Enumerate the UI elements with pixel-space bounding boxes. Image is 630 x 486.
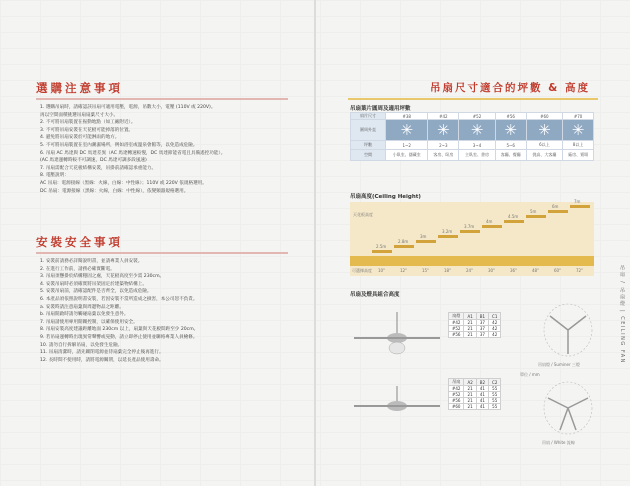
size-col: #42 bbox=[428, 113, 459, 120]
mini-cell: 55 bbox=[489, 386, 501, 392]
ping-value: 8以上 bbox=[563, 141, 594, 150]
list-item: 11. 吊扇清潔時，請先關閉電源並待扇葉完全停止後再進行。 bbox=[40, 350, 164, 356]
mini-cell: 42 bbox=[489, 320, 501, 326]
mini-cell: #42 bbox=[449, 386, 464, 392]
list-item: 12. 長時間不使用時，請將電源關閉，以延長產品使用壽命。 bbox=[40, 357, 164, 363]
mini-cell: 55 bbox=[489, 398, 501, 404]
list-item: 5. 安裝吊扇前，請確認配件是否齊全，以免造成危險。 bbox=[40, 289, 152, 295]
list-item: a. 安裝時請注意扇葉與周邊物品之距離。 bbox=[40, 304, 124, 310]
row-ping-label: 坪數 bbox=[351, 141, 386, 150]
ceiling-step bbox=[570, 205, 590, 208]
mini-cell: 21 bbox=[464, 398, 476, 404]
ceiling-step bbox=[372, 250, 392, 253]
mini-cell: 41 bbox=[476, 386, 488, 392]
ping-value: 3~4 bbox=[459, 141, 496, 150]
size-col: #52 bbox=[459, 113, 496, 120]
mini-cell: #56 bbox=[449, 332, 464, 338]
fan-light-table bbox=[448, 312, 501, 338]
height-label: 15" bbox=[422, 268, 429, 273]
height-label: 18" bbox=[444, 268, 451, 273]
height-floor-band bbox=[350, 256, 594, 266]
size-col: #38 bbox=[386, 113, 428, 120]
size-rule bbox=[348, 98, 598, 100]
list-item: 6. 吊扇 AC 馬達與 DC 馬達差異（AC 馬達轉速較慢，DC 馬達節能省電且具備遙控功能）。 bbox=[40, 150, 226, 156]
fan-icon: ✳ bbox=[571, 121, 585, 139]
fan-light-sketch bbox=[352, 310, 442, 366]
list-item: 5. 不可將吊扇裝置在室內潮濕場所，例如浴室或溫泉會館等，以免造成危險。 bbox=[40, 142, 198, 148]
ping-value: 1~2 bbox=[386, 141, 428, 150]
size-col: #70 bbox=[563, 113, 594, 120]
list-item: 2. 在進行工作前，請務必確實斷電。 bbox=[40, 266, 115, 272]
row-blade-label: 圓周外直 bbox=[351, 120, 386, 141]
height-value: 5m bbox=[530, 209, 537, 214]
blade-outline-2 bbox=[540, 378, 596, 438]
blade-outline-1 bbox=[540, 300, 596, 360]
space-value: 小臥室、儲藏室 bbox=[386, 150, 428, 161]
install-head: 吊扇及燈具組合高度 bbox=[350, 292, 400, 298]
mini-cell: 55 bbox=[489, 404, 501, 410]
fan-table bbox=[448, 378, 501, 410]
list-item: 1. 安裝前請務必詳閱說明書，並請專業人員安裝。 bbox=[40, 259, 143, 264]
height-value: 3m bbox=[420, 234, 427, 239]
list-item: 10. 請勿自行拆解吊扇，以免發生危險。 bbox=[40, 342, 123, 348]
mini-cell: 41 bbox=[476, 404, 488, 410]
mini-cell: #56 bbox=[449, 398, 464, 404]
list-item: 2. 不可將吊扇裝置在振動地點（如工廠附近）。 bbox=[40, 120, 136, 126]
list-item: 再以空間面積挑選吊扇扇葉尺寸大小。 bbox=[40, 112, 119, 118]
fan-icon: ✳ bbox=[400, 121, 414, 139]
mini-cell: 21 bbox=[464, 326, 476, 332]
list-item: 3. 吊扇須懸掛於結構穩固之處，天花板高度至少需 230cm。 bbox=[40, 274, 165, 280]
height-value: 2.8m bbox=[398, 239, 409, 244]
mini-cell: 55 bbox=[489, 392, 501, 398]
height-value: 2.5m bbox=[376, 244, 387, 249]
mini-cell: 41 bbox=[476, 398, 488, 404]
unit-label: 單位 / mm bbox=[520, 372, 540, 377]
row-size-label: 扇片尺寸 bbox=[351, 113, 386, 120]
safety-title: 安裝安全事項 bbox=[36, 235, 123, 249]
ping-value: 5~6 bbox=[495, 141, 526, 150]
size-table-head: 吊扇葉片圓周及適用坪數 bbox=[350, 106, 411, 112]
note-fan-light: 吊扇燈 / Suminer 三燈 bbox=[538, 362, 580, 367]
height-head: 吊扇高度(Ceiling Height) bbox=[350, 194, 421, 200]
purchase-rule bbox=[36, 98, 288, 100]
mini-header: 吊扇 bbox=[449, 379, 464, 386]
ceiling-step bbox=[526, 215, 546, 218]
space-value: 客房、臥房 bbox=[428, 150, 459, 161]
mini-header: 扇燈 bbox=[449, 313, 464, 320]
height-value: 4m bbox=[486, 219, 493, 224]
row-space-label: 空間 bbox=[351, 150, 386, 161]
fan-sketch bbox=[352, 384, 442, 428]
list-item: 3. 不可將吊扇安裝在天花板可能掉落的位置。 bbox=[40, 127, 134, 133]
mini-cell: 21 bbox=[464, 320, 476, 326]
list-item: 4. 安裝吊扇時必須確實將吊架固定於建築物結構上。 bbox=[40, 281, 147, 287]
side-label: 吊扇 / 吊扇燈 | CEILING FAN bbox=[619, 265, 625, 364]
list-item: 1. 選購吊扇時，請確認該吊扇可適用電壓，電源，吊數大小，電壓 (110V 或 220V)。 bbox=[40, 105, 216, 110]
purchase-title: 選購注意事項 bbox=[36, 81, 123, 95]
mini-cell: 21 bbox=[464, 404, 476, 410]
mini-cell: 37 bbox=[476, 332, 488, 338]
height-floor-label: 可選擇高度 bbox=[352, 268, 372, 273]
mini-header: A2 bbox=[464, 379, 476, 386]
mini-header: C2 bbox=[489, 379, 501, 386]
height-label: 30" bbox=[488, 268, 495, 273]
list-item: 4. 避免將吊扇安裝於可能淋雨的地方。 bbox=[40, 135, 120, 141]
list-item: 8. 電壓說明： bbox=[40, 173, 69, 179]
ceiling-step bbox=[548, 210, 568, 213]
mini-cell: 37 bbox=[476, 320, 488, 326]
height-value: 3.7m bbox=[464, 224, 475, 229]
height-label: 36" bbox=[510, 268, 517, 273]
mini-header: C1 bbox=[489, 313, 501, 320]
space-value: 廠房、賣場 bbox=[563, 150, 594, 161]
height-value: 6m bbox=[552, 204, 559, 209]
mini-header: A1 bbox=[464, 313, 476, 320]
mini-cell: #60 bbox=[449, 404, 464, 410]
ceiling-step bbox=[460, 230, 480, 233]
space-value: 客廳、餐廳 bbox=[495, 150, 526, 161]
mini-cell: 21 bbox=[464, 332, 476, 338]
mini-cell: 41 bbox=[476, 392, 488, 398]
ceiling-step bbox=[416, 240, 436, 243]
list-item: AC 吊扇：電源接線（黑線：火線，白線：中性線）；110V 或 220V 依規格選用。 bbox=[40, 180, 207, 186]
mini-cell: #52 bbox=[449, 392, 464, 398]
height-label: 12" bbox=[400, 268, 407, 273]
height-label: 72" bbox=[576, 268, 583, 273]
ping-value: 6以上 bbox=[526, 141, 563, 150]
ceiling-step bbox=[394, 245, 414, 248]
list-item: (AC 馬達運轉時較不可調速，DC 馬達可調多段風速) bbox=[40, 158, 147, 164]
page-spine bbox=[314, 0, 316, 486]
ceiling-step bbox=[438, 235, 458, 238]
height-label: 10" bbox=[378, 268, 385, 273]
height-label: 24" bbox=[466, 268, 473, 273]
mini-header: B1 bbox=[476, 313, 488, 320]
mini-cell: #52 bbox=[449, 326, 464, 332]
safety-list bbox=[40, 258, 290, 364]
safety-rule bbox=[36, 252, 288, 254]
size-col: #56 bbox=[495, 113, 526, 120]
list-item: DC 吊扇：電源接線（黑線：火線，白線：中性線），依變頻器規格選用。 bbox=[40, 188, 189, 194]
ping-value: 2~3 bbox=[428, 141, 459, 150]
fan-icon: ✳ bbox=[470, 121, 484, 139]
height-side-label: 天花板高度 bbox=[353, 212, 373, 217]
list-item: 6. 本產品須依照說明書安裝，若因安裝不當所造成之損害，本公司恕不負責。 bbox=[40, 296, 198, 302]
size-col: #60 bbox=[526, 113, 563, 120]
list-item: 9. 若吊扇運轉時出現異常聲響或晃動，請立即停止使用並聯絡專業人員檢修。 bbox=[40, 334, 198, 340]
purchase-list bbox=[40, 104, 290, 195]
mini-cell: 37 bbox=[476, 326, 488, 332]
list-item: 7. 吊扇需配合天花板結構安裝，吊掛前請確認承重能力。 bbox=[40, 165, 157, 171]
fan-icon: ✳ bbox=[437, 121, 450, 139]
height-value: 4.5m bbox=[508, 214, 519, 219]
space-value: 主臥室、書房 bbox=[459, 150, 496, 161]
mini-cell: 21 bbox=[464, 386, 476, 392]
size-title: 吊扇尺寸適合的坪數 & 高度 bbox=[430, 82, 590, 94]
height-value: 7m bbox=[574, 199, 581, 204]
mini-cell: #42 bbox=[449, 320, 464, 326]
fan-icon: ✳ bbox=[538, 121, 551, 139]
note-fan: 吊扇 / White 流線 bbox=[542, 440, 575, 445]
fan-icon: ✳ bbox=[504, 121, 517, 139]
height-label: 60" bbox=[554, 268, 561, 273]
space-value: 挑高、大客廳 bbox=[526, 150, 563, 161]
ceiling-step bbox=[482, 225, 502, 228]
mini-header: B2 bbox=[476, 379, 488, 386]
height-value: 3.2m bbox=[442, 229, 453, 234]
mini-cell: 21 bbox=[464, 392, 476, 398]
size-table bbox=[350, 112, 594, 161]
list-item: 8. 吊扇安裝高度建議距離地面 230cm 以上，扇葉與天花板間距至少 20cm。 bbox=[40, 327, 199, 333]
mini-cell: 42 bbox=[489, 326, 501, 332]
mini-cell: 42 bbox=[489, 332, 501, 338]
ceiling-step bbox=[504, 220, 524, 223]
list-item: 7. 吊扇請使用專用開關控制，以確保使用安全。 bbox=[40, 319, 138, 325]
height-label: 48" bbox=[532, 268, 539, 273]
list-item: b. 吊扇開啟時請勿觸碰扇葉以免發生意外。 bbox=[40, 312, 129, 318]
